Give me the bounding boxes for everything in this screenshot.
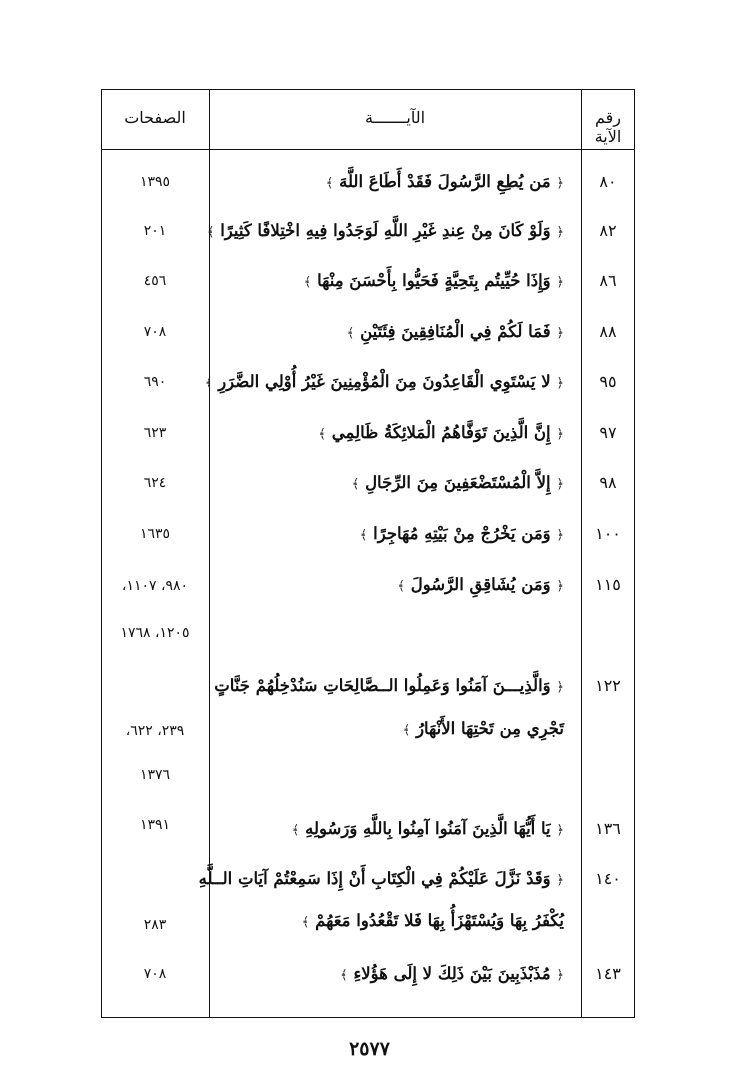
row-5-pages: ٦٩٠ xyxy=(143,374,167,390)
row-12-number: ١٤٠ xyxy=(595,869,621,888)
row-3-pages: ٤٥٦ xyxy=(143,273,167,289)
verse-text: وَمَن يَخْرُجْ مِنْ بَيْتِهِ مُهَاجِرًا xyxy=(373,524,551,543)
ornament-open-icon: ﴿ xyxy=(556,528,564,543)
ornament-open-icon: ﴿ xyxy=(556,823,564,838)
row-7-verse xyxy=(352,472,564,496)
row-12-verse-continued xyxy=(302,910,564,934)
row-11-pages: ١٣٩١ xyxy=(139,817,171,833)
row-11-number: ١٣٦ xyxy=(595,819,621,838)
ornament-open-icon: ﴿ xyxy=(556,579,564,594)
row-5-number: ٩٥ xyxy=(599,372,617,391)
row-9-pages: ٩٨٠، ١١٠٧، xyxy=(121,578,189,594)
ornament-open-icon: ﴿ xyxy=(556,376,564,391)
row-7-pages: ٦٢٤ xyxy=(143,475,167,491)
ornament-open-icon: ﴿ xyxy=(556,225,564,240)
row-10-number: ١٢٢ xyxy=(595,676,621,695)
verse-text: فَمَا لَكُمْ فِي الْمُنَافِقِينَ فِئَتَيْنِ xyxy=(360,322,551,341)
row-9-number: ١١٥ xyxy=(595,575,621,594)
ornament-close-icon: ﴾ xyxy=(206,225,215,240)
verse-text: مُذَبْذَبِينَ بَيْنَ ذَلِكَ لا إِلَى هَؤُلاءِ xyxy=(353,964,551,983)
row-4-number: ٨٨ xyxy=(599,322,617,341)
ornament-open-icon: ﴿ xyxy=(556,326,564,341)
verse-text: وَإِذَا حُيِّيتُم بِتَحِيَّةٍ فَحَيُّوا بِأَحْسَنَ مِنْهَا xyxy=(317,271,551,290)
ornament-close-icon: ﴾ xyxy=(301,915,310,930)
verse-text: وَقَدْ نَزَّلَ عَلَيْكُمْ فِي الْكِتَابِ أَنْ إِذَا سَمِعْتُمْ آيَاتِ الــلَّهِ xyxy=(198,869,551,888)
row-10-pages-continued: ١٣٧٦ xyxy=(139,767,171,783)
ornament-close-icon: ﴾ xyxy=(351,477,360,492)
row-9-verse xyxy=(397,574,564,598)
verse-text: يَا أَيُّهَا الَّذِينَ آمَنُوا آمِنُوا بِاللَّهِ وَرَسُولِهِ xyxy=(305,819,551,838)
row-6-pages: ٦٢٣ xyxy=(143,425,167,441)
verse-text: وَمَن يُشَاقِقِ الرَّسُولَ xyxy=(410,575,551,594)
ornament-close-icon: ﴾ xyxy=(397,579,405,594)
row-13-number: ١٤٣ xyxy=(595,964,621,983)
ornament-open-icon: ﴿ xyxy=(556,427,564,442)
header-ayah-number: رقم الآية xyxy=(594,108,622,146)
ornament-close-icon: ﴾ xyxy=(303,275,312,290)
page-number: ٢٥٧٧ xyxy=(349,1038,390,1060)
row-8-verse xyxy=(360,523,564,547)
row-10-verse xyxy=(214,675,564,699)
verse-text: تَجْرِي مِن تَحْتِهَا الأَنْهَارُ xyxy=(416,719,564,738)
row-5-verse xyxy=(205,371,564,395)
row-10-pages: ٢٣٩، ٦٢٢، xyxy=(125,723,185,739)
row-12-verse xyxy=(199,868,564,892)
row-7-number: ٩٨ xyxy=(599,473,617,492)
ornament-close-icon: ﴾ xyxy=(318,427,327,442)
row-1-number: ٨٠ xyxy=(599,172,617,191)
ornament-close-icon: ﴾ xyxy=(325,176,334,191)
row-13-verse xyxy=(340,963,564,987)
row-3-number: ٨٦ xyxy=(599,271,617,290)
row-1-pages: ١٣٩٥ xyxy=(139,174,171,190)
row-2-number: ٨٢ xyxy=(599,221,617,240)
ornament-open-icon: ﴿ xyxy=(556,680,564,695)
row-6-verse xyxy=(318,422,564,446)
row-9-pages-continued: ١٢٠٥، ١٧٦٨ xyxy=(120,625,190,641)
verse-text: وَلَوْ كَانَ مِنْ عِندِ غَيْرِ اللَّهِ لَوَجَدُوا فِيهِ اخْتِلافًا كَثِيرًا xyxy=(220,221,551,240)
row-8-pages: ١٦٣٥ xyxy=(139,526,171,542)
ornament-close-icon: ﴾ xyxy=(359,528,368,543)
ornament-open-icon: ﴿ xyxy=(556,477,564,492)
row-4-pages: ٧٠٨ xyxy=(143,324,167,340)
row-12-pages: ٢٨٣ xyxy=(143,917,167,933)
verse-text: إِلاَّ الْمُسْتَضْعَفِينَ مِنَ الرِّجَالِ xyxy=(365,473,551,492)
ornament-open-icon: ﴿ xyxy=(556,176,564,191)
ornament-open-icon: ﴿ xyxy=(556,275,564,290)
row-11-verse xyxy=(292,818,564,842)
verse-text: مَن يُطِعِ الرَّسُولَ فَقَدْ أَطَاعَ اللَّهَ xyxy=(339,172,551,191)
row-2-verse xyxy=(207,220,564,244)
ornament-close-icon: ﴾ xyxy=(346,326,355,341)
verse-text: يُكْفَرُ بِهَا وَيُسْتَهْزَأُ بِهَا فَلا تَقْعُدُوا مَعَهُمْ xyxy=(315,911,564,930)
header-ayah: الآيـــــــة xyxy=(364,108,426,127)
row-2-pages: ٢٠١ xyxy=(143,223,167,239)
row-8-number: ١٠٠ xyxy=(595,524,621,543)
row-1-verse xyxy=(326,171,564,195)
ornament-close-icon: ﴾ xyxy=(291,823,300,838)
ornament-close-icon: ﴾ xyxy=(340,968,348,983)
row-10-verse-continued xyxy=(403,718,564,742)
ornament-close-icon: ﴾ xyxy=(204,376,213,391)
verse-text: وَالَّذِيـــنَ آمَنُوا وَعَمِلُوا الــصَّالِحَاتِ سَنُدْخِلُهُمْ جَنَّاتٍ xyxy=(214,676,551,695)
ornament-close-icon: ﴾ xyxy=(402,723,411,738)
ornament-open-icon: ﴿ xyxy=(556,968,564,983)
row-13-pages: ٧٠٨ xyxy=(143,966,167,982)
row-6-number: ٩٧ xyxy=(599,423,617,442)
verse-text: لا يَسْتَوِي الْقَاعِدُونَ مِنَ الْمُؤْمِنِينَ غَيْرُ أُوْلِي الضَّرَرِ xyxy=(218,372,551,391)
ornament-open-icon: ﴿ xyxy=(556,873,564,888)
verse-text: إِنَّ الَّذِينَ تَوَفَّاهُمُ الْمَلائِكَةُ ظَالِمِي xyxy=(331,423,551,442)
row-3-verse xyxy=(304,270,564,294)
header-divider xyxy=(101,149,635,150)
row-4-verse xyxy=(347,321,564,345)
header-pages: الصفحات xyxy=(124,108,186,127)
